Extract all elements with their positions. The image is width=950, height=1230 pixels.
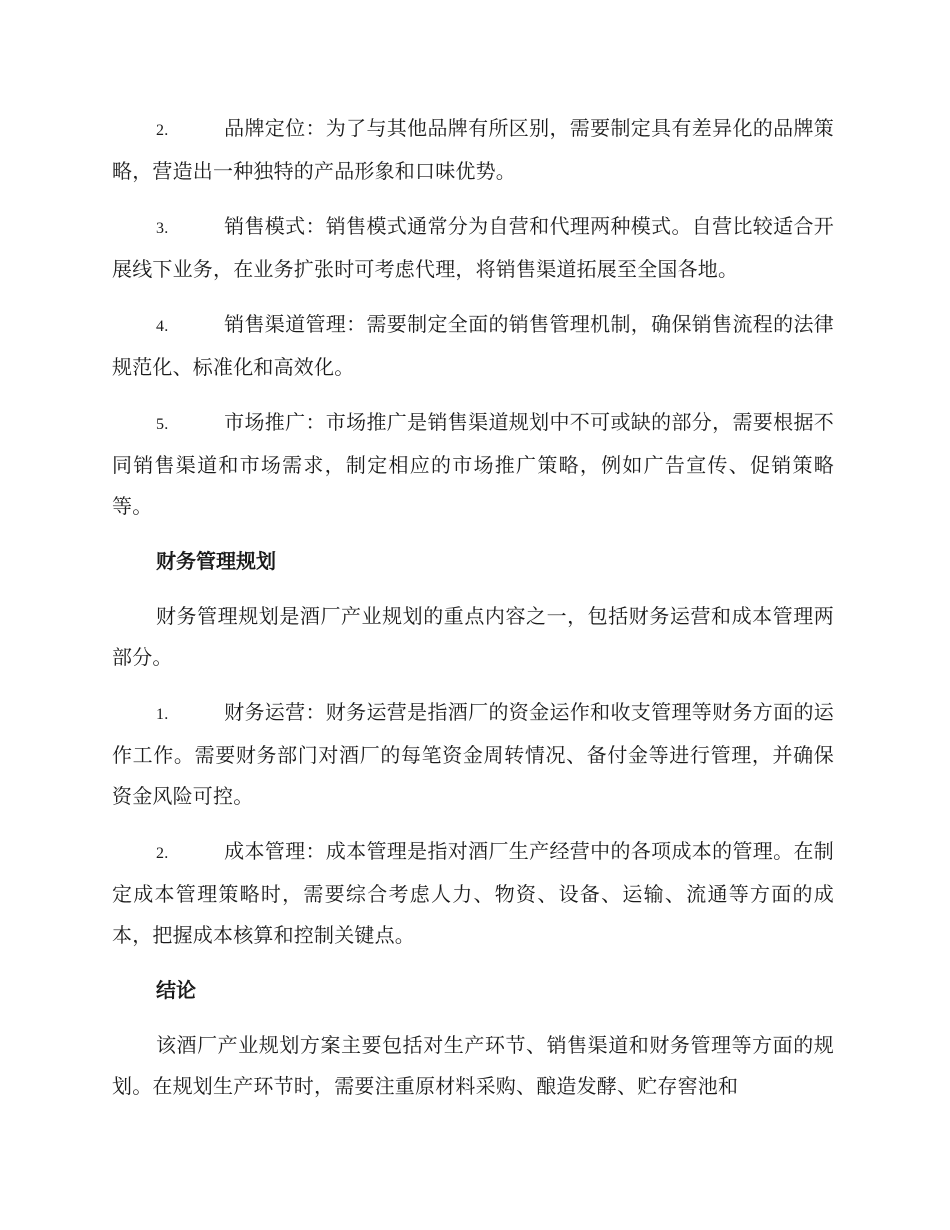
list-item-cost-management <box>112 831 834 956</box>
list-number: 2. <box>156 845 169 862</box>
list-number: 5. <box>156 416 169 433</box>
list-item-text: 市场推广：市场推广是销售渠道规划中不可或缺的部分，需要根据不同销售渠道和市场需求，制定相应的市场推广策略，例如广告宣传、促销策略等。 <box>112 410 834 518</box>
list-number: 4. <box>156 318 169 335</box>
list-number: 1. <box>156 706 169 723</box>
document-page <box>112 108 834 1121</box>
list-item-text: 成本管理：成本管理是指对酒厂生产经营中的各项成本的管理。在制定成本管理策略时，需要综合考虑人力、物资、设备、运输、流通等方面的成本，把握成本核算和控制关键点。 <box>112 839 834 947</box>
list-item-text: 品牌定位：为了与其他品牌有所区别，需要制定具有差异化的品牌策略，营造出一种独特的产品形象和口味优势。 <box>112 116 834 183</box>
list-item-market-promotion <box>112 402 834 527</box>
list-item-financial-operations <box>112 692 834 817</box>
paragraph-conclusion: 该酒厂产业规划方案主要包括对生产环节、销售渠道和财务管理等方面的规划。在规划生产环节时，需要注重原材料采购、酿造发酵、贮存窖池和 <box>112 1033 834 1098</box>
list-number: 2. <box>156 122 169 139</box>
list-item-channel-management <box>112 304 834 388</box>
list-item-sales-model <box>112 206 834 290</box>
list-item-text: 财务运营：财务运营是指酒厂的资金运作和收支管理等财务方面的运作工作。需要财务部门对酒厂的每笔资金周转情况、备付金等进行管理，并确保资金风险可控。 <box>112 700 834 808</box>
list-item-text: 销售模式：销售模式通常分为自营和代理两种模式。自营比较适合开展线下业务，在业务扩张时可考虑代理，将销售渠道拓展至全国各地。 <box>112 214 834 281</box>
list-item-brand-positioning <box>112 108 834 192</box>
section-heading-conclusion: 结论 <box>156 978 196 1002</box>
list-item-text: 销售渠道管理：需要制定全面的销售管理机制，确保销售流程的法律规范化、标准化和高效化。 <box>112 312 834 379</box>
paragraph-finance-intro: 财务管理规划是酒厂产业规划的重点内容之一，包括财务运营和成本管理两部分。 <box>112 604 834 669</box>
list-number: 3. <box>156 220 169 237</box>
section-heading-finance: 财务管理规划 <box>156 549 276 573</box>
